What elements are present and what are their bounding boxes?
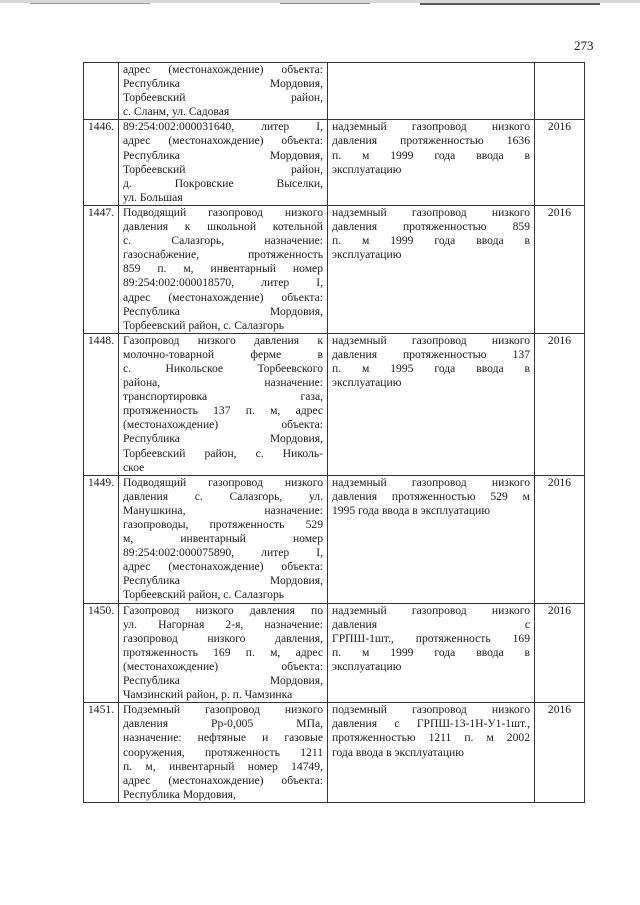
description-line: адрес (местонахождение) объекта: xyxy=(123,63,323,76)
year-cell: 2016 xyxy=(535,603,585,703)
characteristics-line: п. м 1999 года ввода в xyxy=(332,234,530,248)
description-line: транспортировка газа, xyxy=(123,390,323,404)
description-line: Подводящий газопровод низкого xyxy=(123,475,323,489)
description-line: Подземный газопровод низкого xyxy=(123,703,323,717)
year-cell: 2016 xyxy=(535,333,585,475)
year-cell: 2016 xyxy=(535,475,585,603)
object-description xyxy=(119,120,328,206)
description-line: Республика Мордовия, xyxy=(123,674,323,688)
characteristics-line: эксплуатацию xyxy=(332,248,402,262)
description-line: ское xyxy=(123,460,145,474)
description-line: Республика Мордовия, xyxy=(123,304,323,318)
description-line: газопровод низкого давления, xyxy=(123,631,323,645)
characteristics-line: давления с xyxy=(332,617,530,631)
description-line: Чамзинский район, р. п. Чамзинка xyxy=(123,688,293,702)
description-line: давления Рр-0,005 МПа, xyxy=(123,717,323,731)
description-line: Республика Мордовия, xyxy=(123,574,323,588)
characteristics-line: давления протяженностью 859 xyxy=(332,220,530,234)
description-line: Торбеевский район, с. Салазгорь xyxy=(123,318,285,332)
description-line: молочно-товарной ферме в xyxy=(123,347,323,361)
year-cell: 2016 xyxy=(535,703,585,803)
description-line: Торбеевский район, xyxy=(123,91,323,105)
description-line: Республика Мордовия, xyxy=(123,77,323,91)
description-line: Республика Мордовия, xyxy=(123,148,323,162)
description-line: с. Сланм, ул. Садовая xyxy=(123,105,230,119)
row-number: 1451. xyxy=(84,703,119,803)
description-line: адрес (местонахождение) объекта: xyxy=(123,290,323,304)
technical-characteristics xyxy=(328,120,535,206)
row-number: 1446. xyxy=(84,120,119,206)
year-cell xyxy=(535,63,585,120)
characteristics-line: п. м 1995 года ввода в xyxy=(332,361,530,375)
description-line: Республика Мордовия, xyxy=(123,787,236,801)
description-line: протяженность 169 п. м, адрес xyxy=(123,645,323,659)
description-line: Торбеевский район, xyxy=(123,162,323,176)
description-line: адрес (местонахождение) объекта: xyxy=(123,134,323,148)
table-row xyxy=(84,333,585,475)
table-row xyxy=(84,63,585,120)
characteristics-line: надземный газопровод низкого xyxy=(332,603,530,617)
table-row xyxy=(84,120,585,206)
table-row xyxy=(84,205,585,333)
description-line: газоснабжение, протяженность xyxy=(123,248,323,262)
object-description xyxy=(119,205,328,333)
characteristics-line: п. м 1999 года ввода в xyxy=(332,148,530,162)
characteristics-line: надземный газопровод низкого xyxy=(332,333,530,347)
characteristics-line: ГРПШ-1шт., протяженность 169 xyxy=(332,631,530,645)
characteristics-line: давления с ГРПШ-13-1Н-У1-1шт., xyxy=(332,717,530,731)
description-line: сооружения, протяженность 1211 xyxy=(123,745,323,759)
table-row xyxy=(84,603,585,703)
description-line: 89:254:002:000031640, литер I, xyxy=(123,120,323,134)
description-line: Манушкина, назначение: xyxy=(123,503,323,517)
description-line: с. Салазгорь, назначение: xyxy=(123,234,323,248)
characteristics-line: давления протяженностью 1636 xyxy=(332,134,530,148)
characteristics-line: п. м 1999 года ввода в xyxy=(332,645,530,659)
description-line: (местонахождение) объекта: xyxy=(123,659,323,673)
description-line: с. Никольское Торбеевского xyxy=(123,361,323,375)
row-number: 1448. xyxy=(84,333,119,475)
technical-characteristics xyxy=(328,603,535,703)
description-line: адрес (местонахождение) объекта: xyxy=(123,773,323,787)
characteristics-line: протяженностью 1211 п. м 2002 xyxy=(332,731,530,745)
characteristics-line: давления протяженностью 137 xyxy=(332,347,530,361)
description-line: (местонахождение) объекта: xyxy=(123,418,323,432)
characteristics-line: 1995 года ввода в эксплуатацию xyxy=(332,503,490,517)
characteristics-line: надземный газопровод низкого xyxy=(332,475,530,489)
description-line: 89:254:002:000018570, литер I, xyxy=(123,276,323,290)
description-line: назначение: нефтяные и газовые xyxy=(123,731,323,745)
description-line: района, назначение: xyxy=(123,376,323,390)
characteristics-line: подземный газопровод низкого xyxy=(332,703,530,717)
scan-edge-artifact xyxy=(0,0,640,10)
description-line: Газопровод низкого давления по xyxy=(123,603,323,617)
characteristics-line: давления протяженностью 529 м xyxy=(332,489,530,503)
description-line: ул. Нагорная 2-я, назначение: xyxy=(123,617,323,631)
object-description xyxy=(119,333,328,475)
description-line: м, инвентарный номер xyxy=(123,532,323,546)
characteristics-line: эксплуатацию xyxy=(332,376,402,390)
description-line: давления с. Салазгорь, ул. xyxy=(123,489,323,503)
year-cell: 2016 xyxy=(535,205,585,333)
characteristics-line: надземный газопровод низкого xyxy=(332,205,530,219)
object-description xyxy=(119,603,328,703)
object-description xyxy=(119,63,328,120)
row-number xyxy=(84,63,119,120)
description-line: д. Покровские Выселки, xyxy=(123,176,323,190)
description-line: протяженность 137 п. м, адрес xyxy=(123,404,323,418)
technical-characteristics xyxy=(328,63,535,120)
page-number: 273 xyxy=(574,38,594,53)
table-row xyxy=(84,475,585,603)
description-line: ул. Большая xyxy=(123,190,183,204)
description-line: Торбеевский район, с. Николь- xyxy=(123,446,323,460)
year-cell: 2016 xyxy=(535,120,585,206)
description-line: п. м, инвентарный номер 14749, xyxy=(123,759,323,773)
technical-characteristics xyxy=(328,205,535,333)
object-description xyxy=(119,703,328,803)
technical-characteristics xyxy=(328,475,535,603)
object-description xyxy=(119,475,328,603)
row-number: 1447. xyxy=(84,205,119,333)
row-number: 1450. xyxy=(84,603,119,703)
row-number: 1449. xyxy=(84,475,119,603)
description-line: 89:254:002:000075890, литер I, xyxy=(123,546,323,560)
register-table xyxy=(83,62,585,803)
description-line: газопроводы, протяженность 529 xyxy=(123,518,323,531)
description-line: адрес (местонахождение) объекта: xyxy=(123,560,323,574)
description-line: 859 п. м, инвентарный номер xyxy=(123,262,323,276)
technical-characteristics xyxy=(328,333,535,475)
description-line: Подводящий газопровод низкого xyxy=(123,205,323,219)
technical-characteristics xyxy=(328,703,535,803)
characteristics-line: года ввода в эксплуатацию xyxy=(332,745,464,759)
table-row xyxy=(84,703,585,803)
characteristics-line: надземный газопровод низкого xyxy=(332,120,530,134)
characteristics-line: эксплуатацию xyxy=(332,162,402,176)
description-line: Республика Мордовия, xyxy=(123,432,323,446)
description-line: давления к школьной котельной xyxy=(123,220,323,234)
characteristics-line: эксплуатацию xyxy=(332,659,402,673)
description-line: Торбеевский район, с. Салазгорь xyxy=(123,588,285,602)
description-line: Газопровод низкого давления к xyxy=(123,333,323,347)
